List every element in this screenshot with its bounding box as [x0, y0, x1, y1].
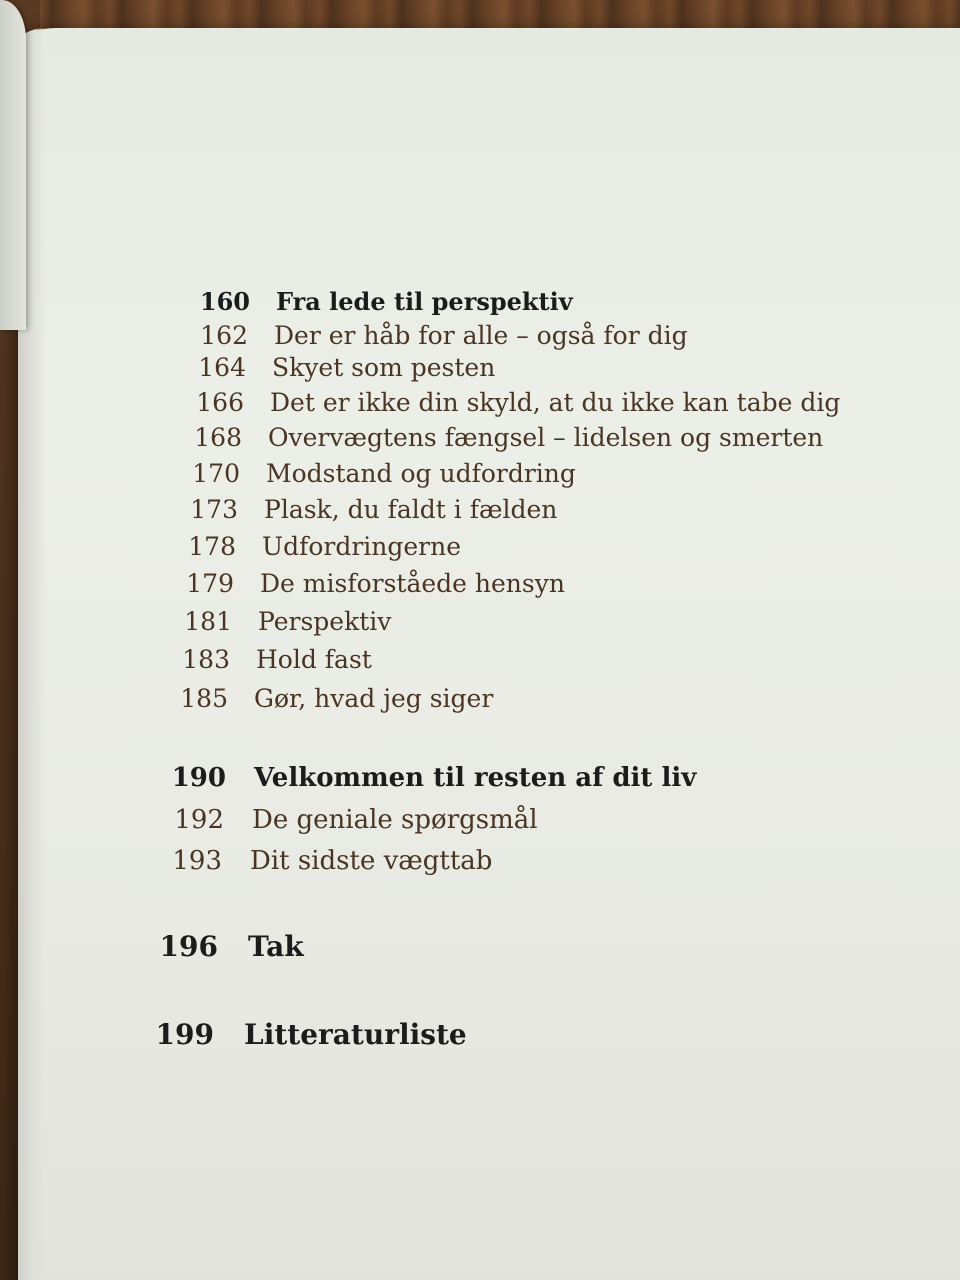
toc-page-number: 168: [194, 423, 242, 452]
toc-page-number: 179: [186, 569, 234, 598]
toc-page-number: 170: [192, 459, 240, 488]
toc-page-number: 173: [190, 495, 238, 524]
toc-entry-title: Hold fast: [256, 645, 372, 674]
toc-section-title: Fra lede til perspektiv: [276, 287, 573, 316]
toc-entry-title: Modstand og udfordring: [266, 459, 576, 488]
toc-entry-title: Plask, du faldt i fælden: [264, 495, 558, 524]
toc-page-number: 192: [174, 805, 224, 835]
toc-entry-title: De misforståede hensyn: [260, 569, 565, 598]
toc-page-number: 193: [172, 846, 222, 876]
toc-section-title: Tak: [248, 930, 304, 963]
toc-entry-title: Skyet som pesten: [272, 353, 496, 382]
toc-entry-title: De geniale spørgsmål: [252, 805, 538, 835]
toc-entry-title: Det er ikke din skyld, at du ikke kan tabe dig: [270, 388, 841, 417]
toc-section-title: Litteraturliste: [244, 1018, 467, 1051]
toc-entry-title: Overvægtens fængsel – lidelsen og smerten: [268, 423, 824, 452]
toc-page-number: 178: [188, 532, 236, 561]
toc-entry-title: Perspektiv: [258, 607, 392, 636]
toc-page-number: 196: [159, 930, 218, 963]
toc-page-number: 181: [184, 607, 232, 636]
toc-page-number: 183: [182, 645, 230, 674]
toc-section-title: Velkommen til resten af dit liv: [254, 763, 697, 793]
toc-entry-title: Der er håb for alle – også for dig: [274, 321, 688, 350]
toc-page-number: 166: [196, 388, 244, 417]
toc-entry-title: Dit sidste vægttab: [250, 846, 493, 876]
toc-entry-title: Gør, hvad jeg siger: [254, 684, 494, 713]
toc-page-number: 162: [200, 321, 248, 350]
toc-entry-title: Udfordringerne: [262, 532, 462, 561]
toc-page-number: 199: [155, 1018, 214, 1051]
toc-page-number: 185: [180, 684, 228, 713]
toc-page-number: 164: [198, 353, 246, 382]
toc-page-number: 160: [199, 287, 250, 316]
toc-page-number: 190: [171, 763, 226, 793]
